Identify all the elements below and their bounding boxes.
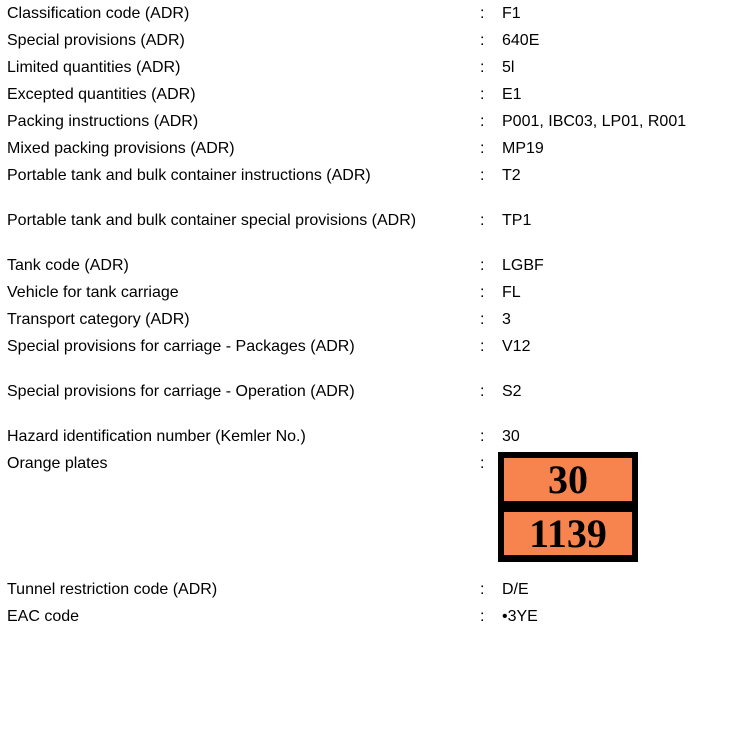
row-value: E1: [502, 86, 522, 103]
row-separator: :: [480, 257, 485, 274]
row-label: EAC code: [7, 608, 80, 625]
row-label: Vehicle for tank carriage: [7, 284, 179, 301]
row-orange-plates: [7, 450, 747, 570]
row-separator: :: [480, 338, 485, 355]
row-value: 640E: [502, 32, 540, 49]
row-classification-code: [7, 0, 747, 27]
row-value: LGBF: [502, 257, 544, 274]
row-separator: :: [480, 284, 485, 301]
row-separator: :: [480, 383, 485, 400]
row-carriage-operation: [7, 378, 747, 423]
row-separator: :: [480, 86, 485, 103]
row-value: T2: [502, 167, 521, 184]
row-separator: :: [480, 428, 485, 445]
row-eac-code: [7, 603, 747, 630]
row-separator: :: [480, 311, 485, 328]
row-value: S2: [502, 383, 522, 400]
plate-hazard-number: 30: [504, 458, 632, 501]
row-tank-code: [7, 252, 747, 279]
adr-info-table: [7, 0, 747, 625]
row-label: Excepted quantities (ADR): [7, 86, 196, 103]
row-packing-instructions: [7, 108, 747, 135]
row-mixed-packing: [7, 135, 747, 162]
row-label: Classification code (ADR): [7, 5, 190, 22]
row-separator: :: [480, 32, 485, 49]
row-value: 30: [502, 428, 520, 445]
row-label: Special provisions (ADR): [7, 32, 185, 49]
row-separator: :: [480, 167, 485, 184]
row-label: Portable tank and bulk container instructions (ADR): [7, 167, 371, 184]
row-label: Packing instructions (ADR): [7, 113, 199, 130]
row-carriage-packages: [7, 333, 747, 378]
row-label: Limited quantities (ADR): [7, 59, 181, 76]
row-special-provisions: [7, 27, 747, 54]
row-separator: :: [480, 608, 485, 625]
row-label: Special provisions for carriage - Operation (ADR): [7, 383, 355, 400]
row-vehicle-tank-carriage: [7, 279, 747, 306]
row-value: •3YE: [502, 608, 538, 625]
row-limited-quantities: [7, 54, 747, 81]
row-value: 5l: [502, 59, 515, 76]
row-label: Special provisions for carriage - Packages (ADR): [7, 338, 355, 355]
row-value: FL: [502, 284, 521, 301]
orange-plate-image: [498, 452, 638, 562]
row-separator: :: [480, 140, 485, 157]
row-separator: :: [480, 113, 485, 130]
row-value: 3: [502, 311, 511, 328]
row-portable-tank-special: [7, 207, 747, 252]
row-label: Transport category (ADR): [7, 311, 190, 328]
row-label: Hazard identification number (Kemler No.): [7, 428, 306, 445]
row-value: V12: [502, 338, 531, 355]
row-portable-tank-instructions: [7, 162, 747, 207]
row-separator: :: [480, 212, 485, 229]
row-label: Orange plates: [7, 455, 108, 472]
row-label: Tank code (ADR): [7, 257, 129, 274]
row-value: TP1: [502, 212, 532, 229]
row-value: F1: [502, 5, 521, 22]
row-value: D/E: [502, 581, 529, 598]
row-label: Mixed packing provisions (ADR): [7, 140, 235, 157]
row-separator: :: [480, 455, 485, 472]
plate-un-number: 1139: [504, 512, 632, 555]
row-value: MP19: [502, 140, 544, 157]
row-transport-category: [7, 306, 747, 333]
row-hazard-identification: [7, 423, 747, 450]
row-tunnel-restriction: [7, 576, 747, 603]
row-separator: :: [480, 59, 485, 76]
row-label: Tunnel restriction code (ADR): [7, 581, 218, 598]
row-excepted-quantities: [7, 81, 747, 108]
row-separator: :: [480, 5, 485, 22]
row-value: P001, IBC03, LP01, R001: [502, 113, 687, 130]
row-label: Portable tank and bulk container special provisions (ADR): [7, 212, 417, 229]
row-separator: :: [480, 581, 485, 598]
